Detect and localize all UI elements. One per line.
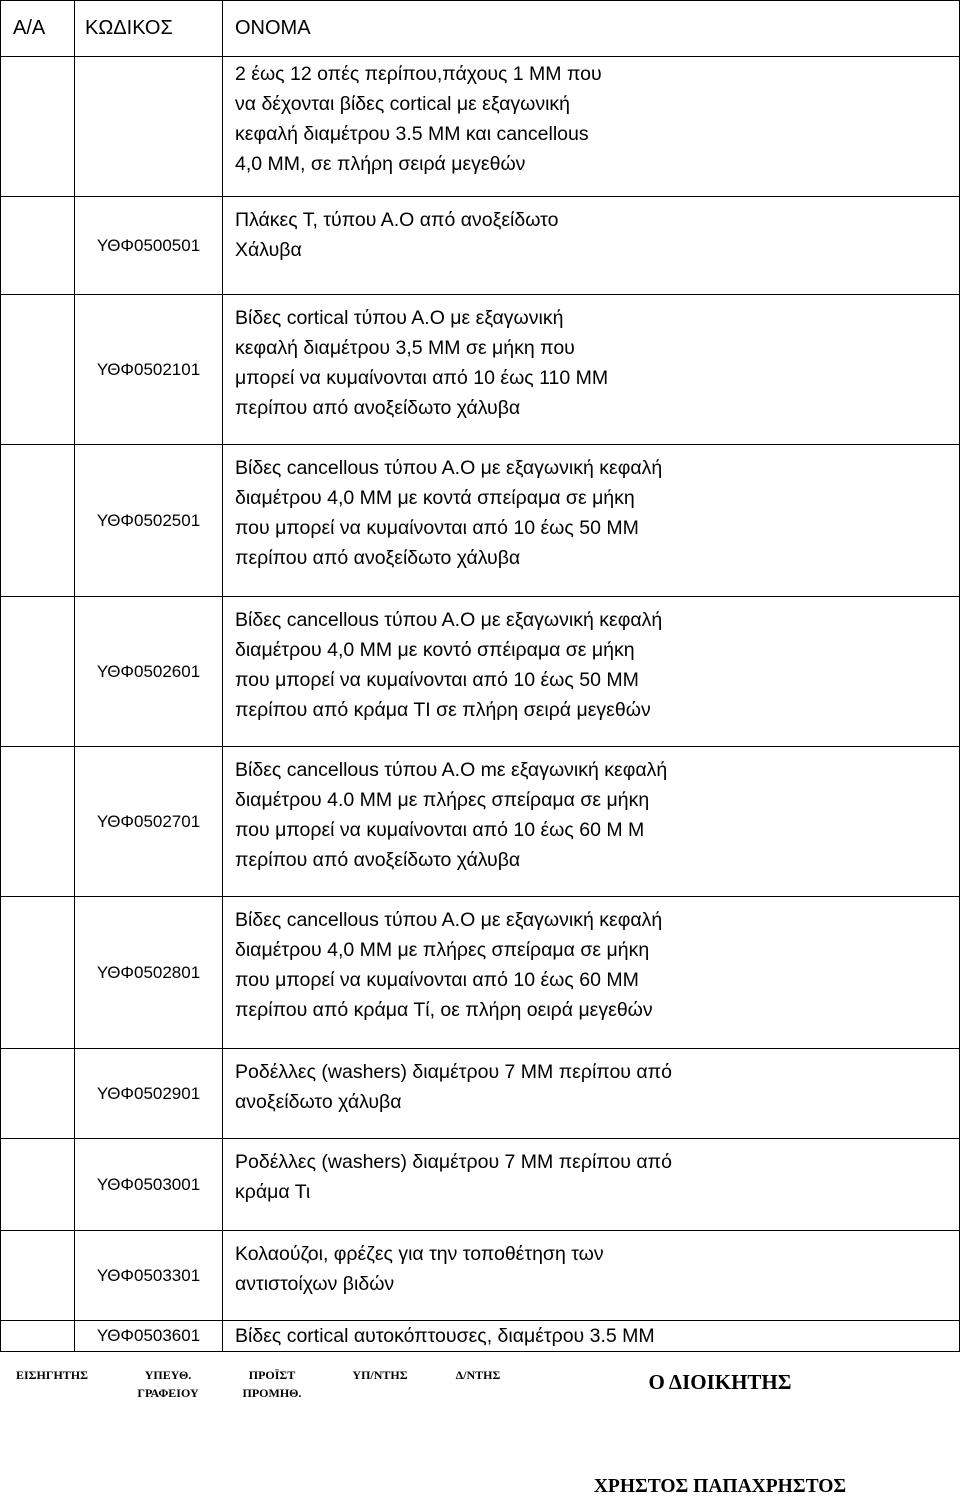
table-row <box>1 897 960 1049</box>
header-aa: Α/Α <box>1 1 75 57</box>
label-ypeuth-line2: ΓΡΑΦΕΙΟΥ <box>137 1386 199 1400</box>
row-aa <box>1 445 75 597</box>
row-code: ΥΘΦ0502701 <box>75 747 223 897</box>
row-name: Βίδες cancellous τύπου Α.Ο mε εξαγωνική κεφαλή διαμέτρου 4.0 ΜΜ με πλήρες σπείραμα σε μήκη που μπορεί να κυμαίνονται από 10 έως 60 Μ Μ περίπου από ανοξείδωτο χάλυβα <box>223 747 960 897</box>
row-name: Ροδέλλες (washers) διαμέτρου 7 ΜΜ περίπου από ανοξείδωτο χάλυβα <box>223 1049 960 1139</box>
row-aa <box>1 57 75 197</box>
row-aa <box>1 1139 75 1231</box>
row-name: Βίδες cancellous τύπου Α.Ο με εξαγωνική κεφαλή διαμέτρου 4,0 ΜΜ με κοντό σπέιραμα σε μήκη που μπορεί να κυμαίνονται από 10 έως 50 ΜΜ περίπου από κράμα ΤΙ σε πλήρη σειρά μεγεθών <box>223 597 960 747</box>
label-ypeuth-line1: ΥΠΕΥΘ. <box>144 1368 192 1382</box>
table-header-row <box>1 1 960 57</box>
signature-footer <box>0 1362 960 1509</box>
signer-name: ΧΡΗΣΤΟΣ ΠΑΠΑΧΡΗΣΤΟΣ <box>593 1476 847 1497</box>
header-name: ΟΝΟΜΑ <box>223 1 960 57</box>
table-row <box>1 747 960 897</box>
table-row <box>1 1321 960 1352</box>
row-aa <box>1 597 75 747</box>
row-name: Βίδες cancellous τύπου Α.Ο με εξαγωνική κεφαλή διαμέτρου 4,0 ΜΜ με κοντά σπείραμα σε μήκη που μπορεί να κυμαίνονται από 10 έως 50 ΜΜ περίπου από ανοξείδωτο χάλυβα <box>223 445 960 597</box>
row-name: 2 έως 12 οπές περίπου,πάχους 1 ΜΜ που να δέχονται βίδες cortical με εξαγωνική κεφαλή διαμέτρου 3.5 ΜΜ και cancellous 4,0 ΜΜ, σε πλήρη σειρά μεγεθών <box>223 57 960 197</box>
row-name: Πλάκες Τ, τύπου Α.Ο από ανοξείδωτο Χάλυβα <box>223 197 960 295</box>
table-row <box>1 445 960 597</box>
table-row <box>1 57 960 197</box>
row-aa <box>1 897 75 1049</box>
table-row <box>1 597 960 747</box>
row-name: Βίδες cancellous τύπου Α.Ο με εξαγωνική κεφαλή διαμέτρου 4,0 ΜΜ με πλήρες σπείραμα σε μήκη που μπορεί να κυμαίνονται από 10 έως 60 ΜΜ περίπου από κράμα Τί, οε πλήρη οειρά μεγεθών <box>223 897 960 1049</box>
row-code: ΥΘΦ0503301 <box>75 1231 223 1321</box>
row-code: ΥΘΦ0500501 <box>75 197 223 295</box>
row-code <box>75 57 223 197</box>
row-code: ΥΘΦ0502801 <box>75 897 223 1049</box>
row-code: ΥΘΦ0502501 <box>75 445 223 597</box>
row-aa <box>1 1231 75 1321</box>
row-code: ΥΘΦ0502601 <box>75 597 223 747</box>
row-code: ΥΘΦ0503001 <box>75 1139 223 1231</box>
signer-title: Ο ΔΙΟΙΚΗΤΗΣ <box>648 1370 792 1394</box>
label-proist-line1: ΠΡΟΪΣΤ <box>248 1368 296 1382</box>
table-row <box>1 197 960 295</box>
table-row <box>1 295 960 445</box>
label-yp-ntis: ΥΠ/ΝΤΗΣ <box>352 1368 408 1382</box>
table-row <box>1 1139 960 1231</box>
label-ypeuth-grafeiou <box>118 1366 218 1402</box>
row-aa <box>1 295 75 445</box>
row-code: ΥΘΦ0502901 <box>75 1049 223 1139</box>
header-code: ΚΩΔΙΚΟΣ <box>75 1 223 57</box>
row-name: Ροδέλλες (washers) διαμέτρου 7 ΜΜ περίπου από κράμα Τι <box>223 1139 960 1231</box>
table-row <box>1 1231 960 1321</box>
label-eisigitis: ΕΙΣΗΓΗΤΗΣ <box>15 1368 88 1382</box>
row-name: Βίδες cortical τύπου Α.Ο με εξαγωνική κεφαλή διαμέτρου 3,5 ΜΜ σε μήκη που μπορεί να κυμαίνονται από 10 έως 110 ΜΜ περίπου από ανοξείδωτο χάλυβα <box>223 295 960 445</box>
label-d-ntis: Δ/ΝΤΗΣ <box>455 1368 501 1382</box>
row-name: Κολαούζοι, φρέζες για την τοποθέτηση των αντιστοίχων βιδών <box>223 1231 960 1321</box>
label-proist-line2: ΠΡΟΜΗΘ. <box>242 1386 302 1400</box>
row-aa <box>1 747 75 897</box>
table-row <box>1 1049 960 1139</box>
row-aa <box>1 1049 75 1139</box>
row-aa <box>1 1321 75 1352</box>
row-code: ΥΘΦ0502101 <box>75 295 223 445</box>
row-name: Βίδες cortical αυτοκόπτουσες, διαμέτρου 3.5 ΜΜ <box>223 1321 960 1352</box>
row-code: ΥΘΦ0503601 <box>75 1321 223 1352</box>
label-proist-promith <box>222 1366 322 1402</box>
row-aa <box>1 197 75 295</box>
